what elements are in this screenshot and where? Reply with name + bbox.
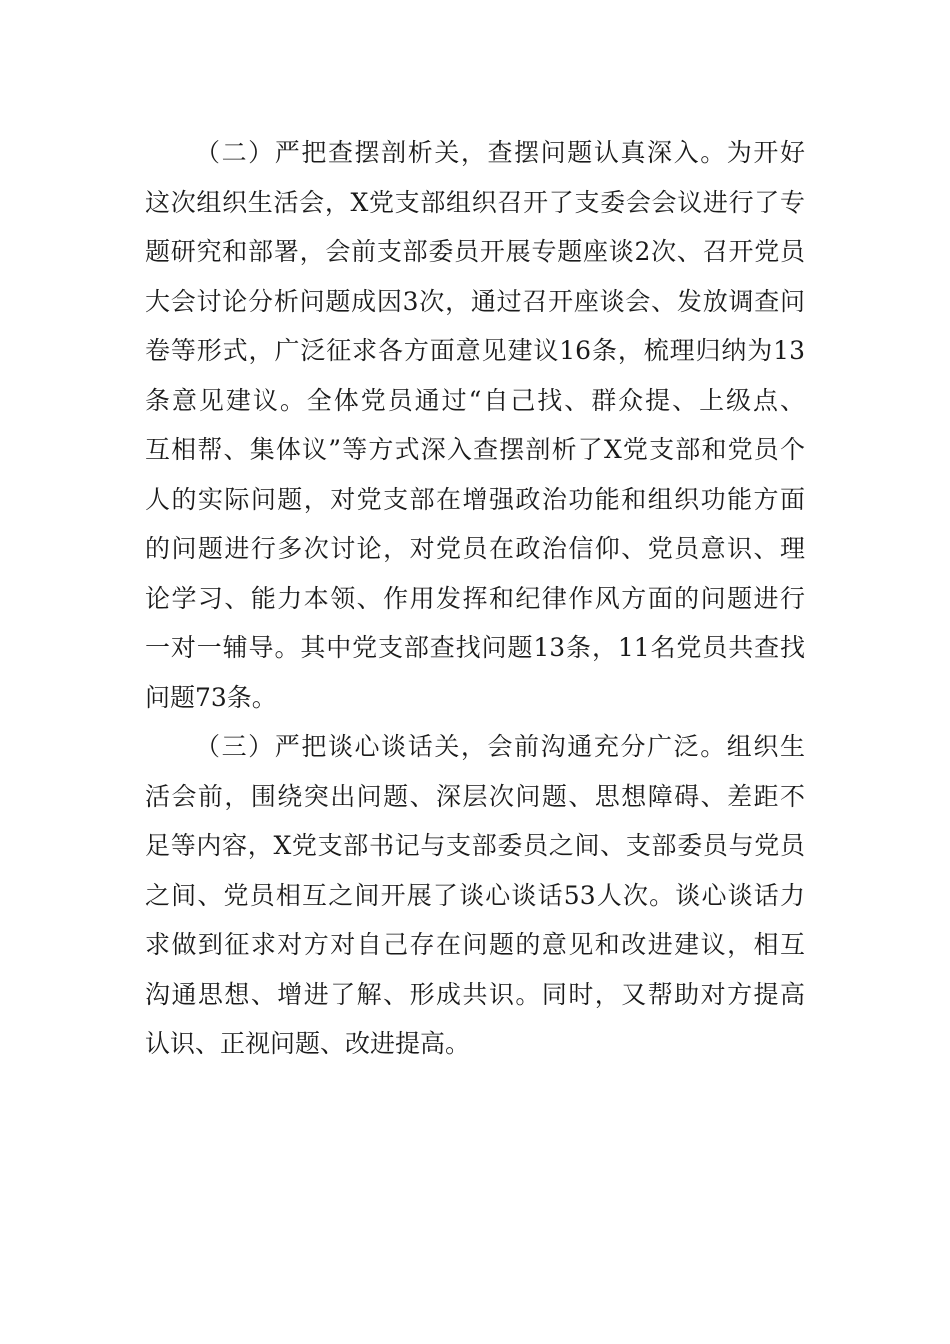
paragraph-line: 足等内容，X党支部书记与支部委员之间、支部委员与党员	[145, 831, 805, 860]
paragraph-line: 之间、党员相互之间开展了谈心谈话53人次。谈心谈话力	[145, 880, 805, 910]
paragraph-line: 问题73条。	[145, 682, 277, 712]
paragraph-line: 卷等形式，广泛征求各方面意见建议16条，梳理归纳为13	[145, 336, 805, 365]
paragraph-line: 活会前，围绕突出问题、深层次问题、思想障碍、差距不	[145, 781, 805, 811]
paragraph-line: 条意见建议。全体党员通过“自己找、群众提、上级点、	[145, 385, 805, 415]
paragraph-heart-to-heart-talks	[145, 722, 805, 1069]
paragraph-line: 沟通思想、增进了解、形成共识。同时，又帮助对方提高	[145, 979, 805, 1009]
paragraph-line: 大会讨论分析问题成因3次，通过召开座谈会、发放调查问	[145, 286, 805, 316]
paragraph-line: 互相帮、集体议”等方式深入查摆剖析了X党支部和党员个	[145, 435, 805, 464]
paragraph-line: 认识、正视问题、改进提高。	[145, 1029, 471, 1058]
paragraph-review-analysis	[145, 128, 805, 722]
paragraph-line: （二）严把查摆剖析关，查摆问题认真深入。为开好	[195, 138, 805, 167]
paragraph-line: 一对一辅导。其中党支部查找问题13条，11名党员共查找	[145, 633, 805, 662]
paragraph-line: 求做到征求对方对自己存在问题的意见和改进建议，相互	[145, 930, 805, 959]
document-body	[145, 128, 805, 1069]
paragraph-line: 的问题进行多次讨论，对党员在政治信仰、党员意识、理	[145, 534, 805, 563]
paragraph-line: （三）严把谈心谈话关，会前沟通充分广泛。组织生	[195, 732, 805, 761]
paragraph-line: 人的实际问题，对党支部在增强政治功能和组织功能方面	[145, 484, 805, 514]
paragraph-line: 这次组织生活会，X党支部组织召开了支委会会议进行了专	[145, 187, 805, 217]
paragraph-line: 论学习、能力本领、作用发挥和纪律作风方面的问题进行	[145, 583, 805, 613]
paragraph-line: 题研究和部署，会前支部委员开展专题座谈2次、召开党员	[145, 237, 805, 266]
